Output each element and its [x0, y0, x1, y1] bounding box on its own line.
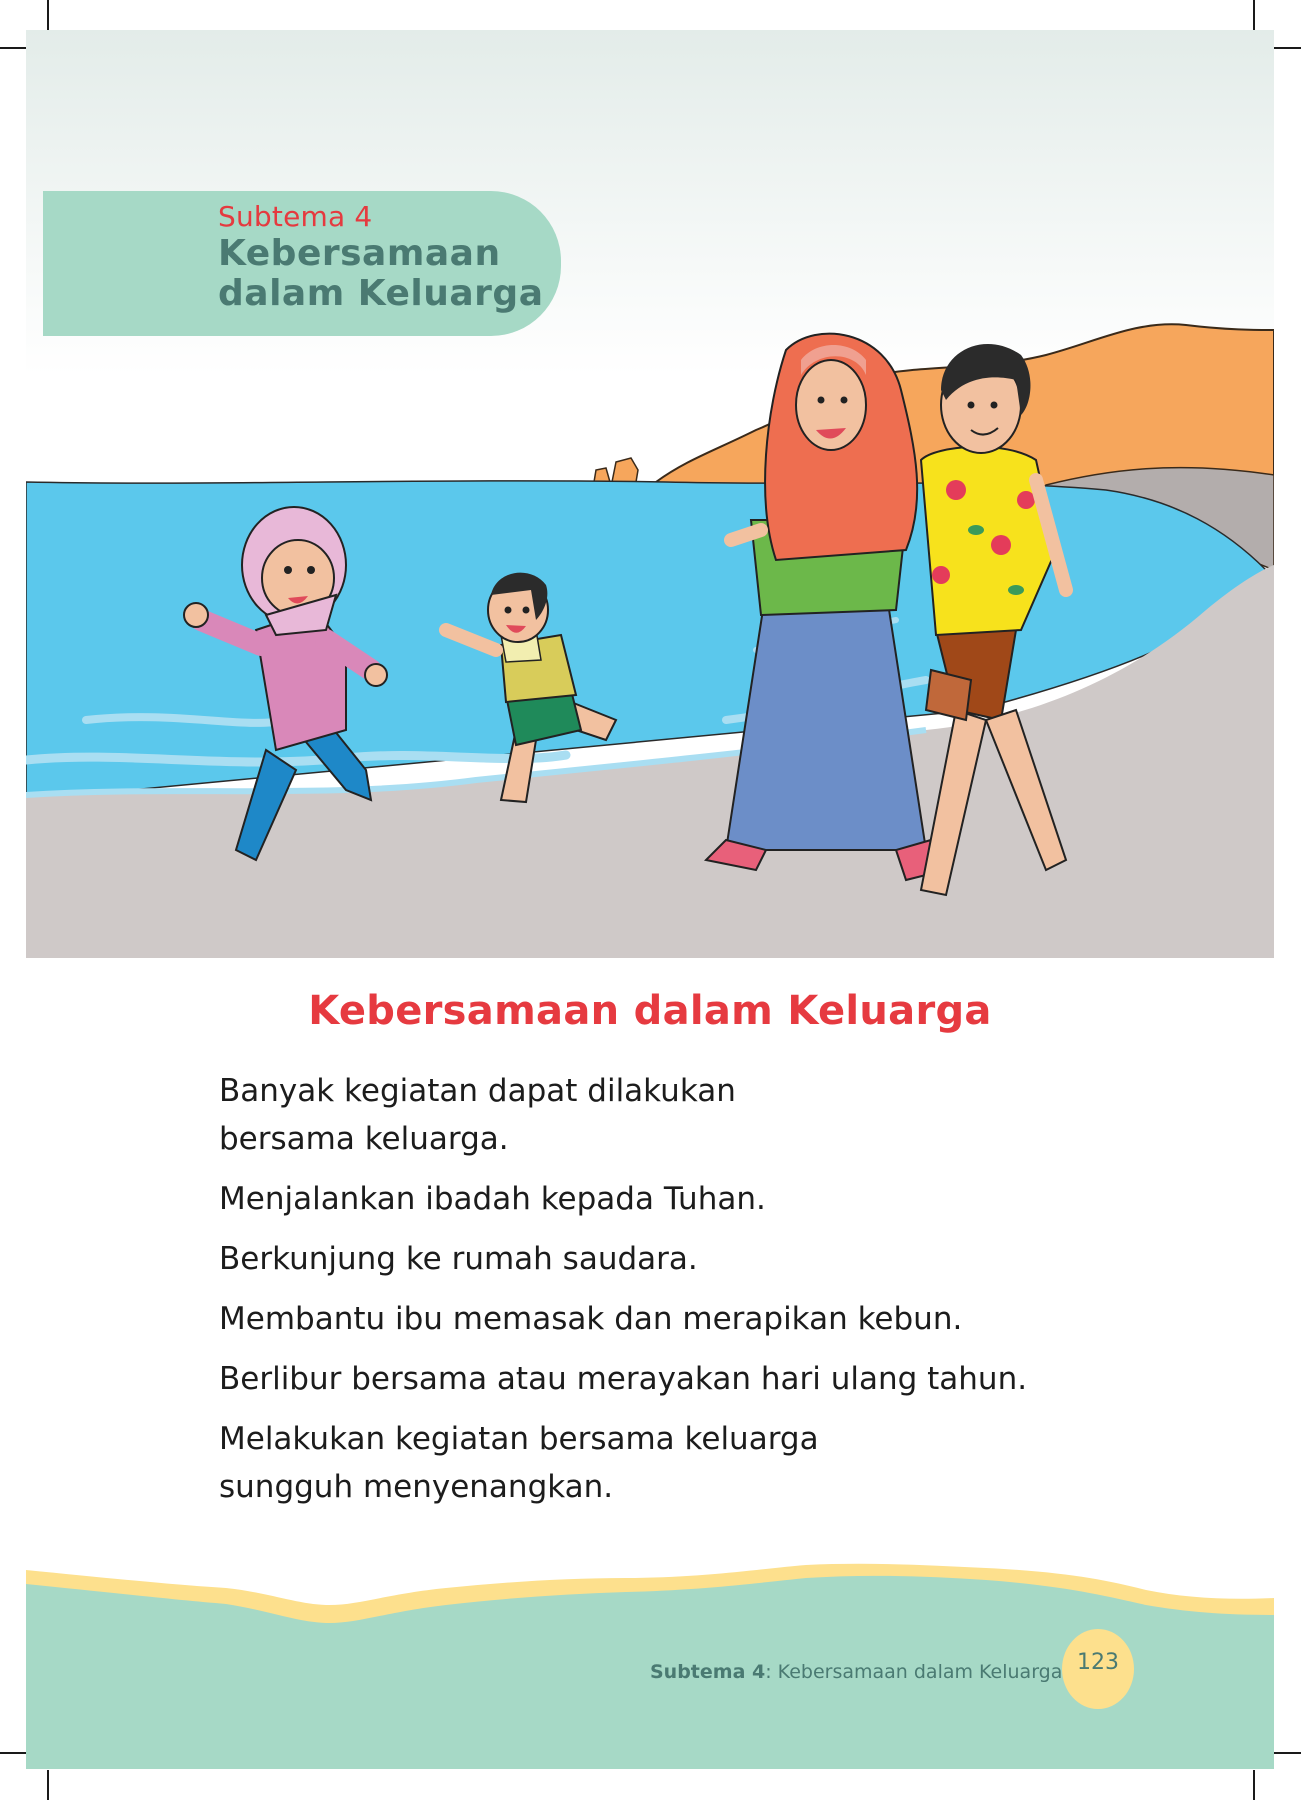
page-number: 123 [1062, 1629, 1134, 1709]
paragraph: Berkunjung ke rumah saudara. [219, 1241, 698, 1277]
page-footer [26, 1560, 1274, 1769]
subtheme-title-line2: dalam Keluarga [218, 273, 544, 314]
crop-mark [1271, 1752, 1301, 1754]
crop-mark [1253, 0, 1255, 30]
crop-mark [1253, 1770, 1255, 1800]
subtheme-title [218, 234, 544, 314]
footer-subtheme-name: Kebersamaan dalam Keluarga [771, 1661, 1063, 1683]
paragraph: Melakukan kegiatan bersama keluarga sungguh menyenangkan. [219, 1421, 819, 1505]
paragraph: Berlibur bersama atau merayakan hari ulang tahun. [219, 1361, 1028, 1397]
crop-mark [1271, 47, 1301, 49]
beach-family-illustration [26, 30, 1274, 958]
paragraph: Banyak kegiatan dapat dilakukan bersama keluarga. [219, 1073, 736, 1157]
footer-subtheme-text: Subtema 4: Kebersamaan dalam Keluarga [650, 1661, 1063, 1683]
page-title: Kebersamaan dalam Keluarga [308, 988, 992, 1034]
book-page [26, 30, 1274, 1769]
subtheme-title-line1: Kebersamaan [218, 233, 501, 274]
crop-mark [47, 1770, 49, 1800]
crop-mark [47, 0, 49, 30]
paragraph: Menjalankan ibadah kepada Tuhan. [219, 1181, 766, 1217]
footer-subtheme-label: Subtema 4 [650, 1661, 766, 1683]
paragraph: Membantu ibu memasak dan merapikan kebun. [219, 1301, 963, 1337]
body-text [219, 1067, 1169, 1523]
subtheme-label: Subtema 4 [218, 200, 373, 233]
